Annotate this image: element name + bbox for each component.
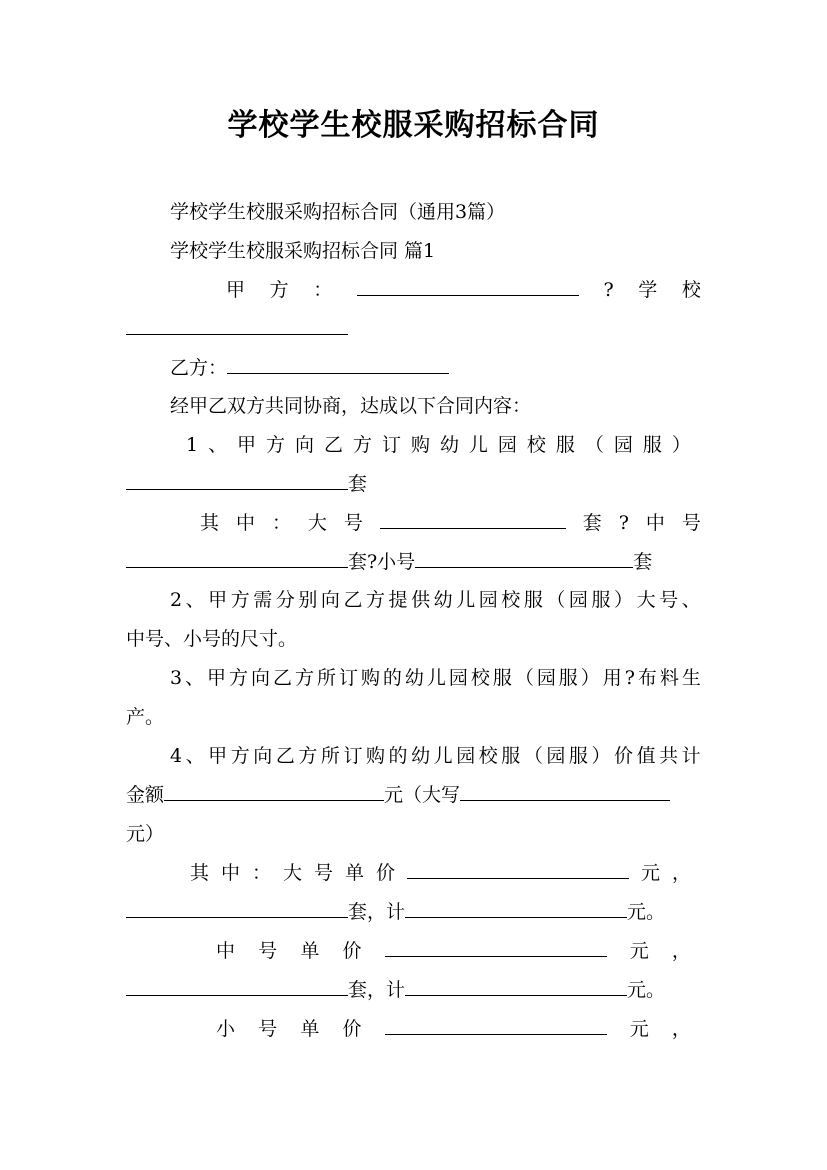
item1-char: 购 bbox=[410, 434, 430, 456]
party-a-char: ： bbox=[313, 279, 333, 301]
large-quantity-blank[interactable] bbox=[380, 506, 566, 529]
item4-char: 所 bbox=[320, 745, 340, 767]
item4-char: 值 bbox=[636, 745, 656, 767]
total-unit: 元。 bbox=[627, 979, 666, 1001]
item2-char: 服 bbox=[523, 589, 543, 611]
price-char: 单 bbox=[300, 940, 320, 962]
item1-char: 服 bbox=[555, 434, 575, 456]
price-unit: 元 bbox=[640, 862, 660, 884]
item2-char: ） bbox=[614, 589, 634, 611]
sizes-char: ? bbox=[618, 512, 629, 534]
item4-char: 向 bbox=[253, 745, 273, 767]
item3-char: 方 bbox=[229, 667, 249, 689]
medium-total-blank[interactable] bbox=[405, 973, 627, 996]
item4-char: 园 bbox=[456, 745, 476, 767]
item4-char: 服 bbox=[568, 745, 588, 767]
price-char: 价 bbox=[342, 1018, 362, 1040]
price-char: 其 bbox=[190, 862, 210, 884]
amount-label: 金额 bbox=[126, 784, 165, 806]
item3-char: 儿 bbox=[426, 667, 446, 689]
item4-char: 价 bbox=[614, 745, 634, 767]
item4-char: 甲 bbox=[208, 745, 228, 767]
price-char: 价 bbox=[342, 940, 362, 962]
item1-char: （ bbox=[584, 434, 604, 456]
item4-char: 4 bbox=[170, 745, 183, 767]
item3-char: 料 bbox=[659, 667, 679, 689]
item1-line bbox=[186, 427, 691, 463]
item1-char: 服 bbox=[642, 434, 662, 456]
part-heading: 学校学生校服采购招标合同 篇1 bbox=[170, 240, 436, 262]
item2-char: 需 bbox=[253, 589, 273, 611]
sizes-char: 号 bbox=[343, 512, 363, 534]
price-comma: ， bbox=[671, 862, 691, 884]
item1-char: 园 bbox=[613, 434, 633, 456]
item1-char: 甲 bbox=[237, 434, 257, 456]
sizes-line-2 bbox=[126, 544, 701, 580]
price-medium-line bbox=[216, 933, 691, 969]
item2-char: 提 bbox=[388, 589, 408, 611]
large-set-blank[interactable] bbox=[126, 895, 348, 918]
item3-char: 的 bbox=[382, 667, 402, 689]
item4-char: 共 bbox=[659, 745, 679, 767]
item1-char: 校 bbox=[526, 434, 546, 456]
item3-char: 服 bbox=[558, 667, 578, 689]
item2-char: 供 bbox=[411, 589, 431, 611]
intro-text: 经甲乙双方共同协商，达成以下合同内容： bbox=[170, 395, 532, 417]
item1-char: 方 bbox=[266, 434, 286, 456]
item1-quantity-blank[interactable] bbox=[126, 467, 348, 490]
item3-line-2: 产。 bbox=[126, 706, 165, 728]
item4-char: 的 bbox=[388, 745, 408, 767]
sizes-char: 中 bbox=[645, 512, 665, 534]
item4-amount-line bbox=[126, 777, 701, 813]
item4-char: （ bbox=[523, 745, 543, 767]
item2-char: 别 bbox=[298, 589, 318, 611]
item2-char: 乙 bbox=[343, 589, 363, 611]
item1-quantity-line bbox=[126, 466, 701, 502]
item4-char: 乙 bbox=[275, 745, 295, 767]
small-size-label: 套?小号 bbox=[348, 551, 416, 573]
price-large-total-line bbox=[126, 894, 701, 930]
price-comma: ， bbox=[671, 940, 691, 962]
item3-char: 3 bbox=[170, 667, 183, 689]
price-char: 中 bbox=[221, 862, 241, 884]
item2-line bbox=[170, 582, 701, 618]
item3-char: 用 bbox=[602, 667, 622, 689]
medium-price-blank[interactable] bbox=[385, 934, 607, 957]
party-a-mid: ? bbox=[603, 279, 614, 301]
item3-char: 乙 bbox=[273, 667, 293, 689]
large-price-blank[interactable] bbox=[407, 856, 629, 879]
item1-char: 、 bbox=[208, 434, 228, 456]
item1-char: 订 bbox=[381, 434, 401, 456]
price-char: 号 bbox=[258, 1018, 278, 1040]
item3-char: 园 bbox=[536, 667, 556, 689]
item3-char: 购 bbox=[360, 667, 380, 689]
item2-char: （ bbox=[546, 589, 566, 611]
party-a-line bbox=[226, 272, 701, 308]
school-blank[interactable] bbox=[126, 312, 348, 335]
item3-char: 幼 bbox=[404, 667, 424, 689]
medium-quantity-blank[interactable] bbox=[126, 545, 348, 568]
item1-unit: 套 bbox=[348, 473, 368, 495]
amount-uppercase-label: 元（大写 bbox=[384, 784, 461, 806]
subtitle: 学校学生校服采购招标合同（通用3篇） bbox=[170, 201, 506, 223]
item1-char: 乙 bbox=[324, 434, 344, 456]
item3-char: 订 bbox=[338, 667, 358, 689]
item3-char: 方 bbox=[294, 667, 314, 689]
item3-char: 向 bbox=[251, 667, 271, 689]
party-b-label: 乙方： bbox=[170, 357, 228, 379]
item3-char: 生 bbox=[681, 667, 701, 689]
item2-char: 园 bbox=[478, 589, 498, 611]
price-char: 单 bbox=[345, 862, 365, 884]
school-char: 校 bbox=[681, 279, 701, 301]
price-char: 小 bbox=[216, 1018, 236, 1040]
item4-char: 服 bbox=[501, 745, 521, 767]
set-total-label: 套，计 bbox=[348, 979, 406, 1001]
item3-char: （ bbox=[514, 667, 534, 689]
party-a-char: 方 bbox=[269, 279, 289, 301]
item2-char: 方 bbox=[366, 589, 386, 611]
item2-line-2: 中号、小号的尺寸。 bbox=[126, 628, 298, 650]
item2-char: 校 bbox=[501, 589, 521, 611]
party-a-blank[interactable] bbox=[357, 273, 579, 296]
item4-char: 方 bbox=[230, 745, 250, 767]
item3-char: 、 bbox=[185, 667, 205, 689]
price-char: 号 bbox=[314, 862, 334, 884]
party-b-blank[interactable] bbox=[227, 351, 449, 374]
sizes-char: ： bbox=[271, 512, 291, 534]
item2-char: 、 bbox=[681, 589, 701, 611]
item2-char: 儿 bbox=[456, 589, 476, 611]
item3-char: 服 bbox=[492, 667, 512, 689]
item4-char: 园 bbox=[546, 745, 566, 767]
price-char: ： bbox=[252, 862, 272, 884]
item2-char: 园 bbox=[568, 589, 588, 611]
small-price-blank[interactable] bbox=[385, 1012, 607, 1035]
sizes-char: 其 bbox=[200, 512, 220, 534]
item2-char: 向 bbox=[320, 589, 340, 611]
item2-char: 2 bbox=[170, 589, 183, 611]
price-char: 中 bbox=[216, 940, 236, 962]
price-unit: 元 bbox=[629, 1018, 649, 1040]
sizes-char: 大 bbox=[307, 512, 327, 534]
item1-char: 方 bbox=[352, 434, 372, 456]
party-a-char: 甲 bbox=[226, 279, 246, 301]
large-total-blank[interactable] bbox=[405, 895, 627, 918]
sizes-line bbox=[200, 505, 701, 541]
amount-blank[interactable] bbox=[164, 778, 384, 801]
price-unit: 元 bbox=[629, 940, 649, 962]
document-title: 学校学生校服采购招标合同 bbox=[227, 108, 600, 143]
item1-char: 向 bbox=[295, 434, 315, 456]
item1-char: 园 bbox=[497, 434, 517, 456]
small-unit: 套 bbox=[633, 551, 653, 573]
school-char: 学 bbox=[638, 279, 658, 301]
item4-char: ） bbox=[591, 745, 611, 767]
sizes-char: 套 bbox=[582, 512, 602, 534]
item3-char: 布 bbox=[637, 667, 657, 689]
price-char: 号 bbox=[258, 940, 278, 962]
item2-char: 甲 bbox=[208, 589, 228, 611]
school-line bbox=[126, 311, 701, 347]
item2-char: 幼 bbox=[433, 589, 453, 611]
item4-line bbox=[170, 738, 701, 774]
item4-char: 校 bbox=[478, 745, 498, 767]
item1-char: 幼 bbox=[439, 434, 459, 456]
item2-char: 号 bbox=[659, 589, 679, 611]
item3-line bbox=[170, 660, 701, 696]
amount-uppercase-blank[interactable] bbox=[460, 778, 670, 801]
item4-char: 幼 bbox=[411, 745, 431, 767]
item4-line-3: 元） bbox=[126, 823, 165, 845]
item1-char: 儿 bbox=[468, 434, 488, 456]
item1-char: ） bbox=[671, 434, 691, 456]
price-small-line bbox=[216, 1011, 691, 1047]
item2-char: 方 bbox=[230, 589, 250, 611]
item4-char: 订 bbox=[343, 745, 363, 767]
price-char: 价 bbox=[376, 862, 396, 884]
item3-char: ） bbox=[580, 667, 600, 689]
price-char: 大 bbox=[283, 862, 303, 884]
price-comma: ， bbox=[671, 1018, 691, 1040]
party-b-line bbox=[126, 350, 745, 386]
item1-char: 1 bbox=[186, 434, 199, 456]
item3-char: 所 bbox=[316, 667, 336, 689]
price-medium-total-line bbox=[126, 972, 701, 1008]
small-quantity-blank[interactable] bbox=[415, 545, 633, 568]
item2-char: 分 bbox=[275, 589, 295, 611]
total-unit: 元。 bbox=[627, 901, 666, 923]
sizes-char: 号 bbox=[681, 512, 701, 534]
item4-char: 购 bbox=[366, 745, 386, 767]
item2-char: 、 bbox=[185, 589, 205, 611]
item2-char: 服 bbox=[591, 589, 611, 611]
set-total-label: 套，计 bbox=[348, 901, 406, 923]
item3-char: 甲 bbox=[207, 667, 227, 689]
item4-char: 计 bbox=[681, 745, 701, 767]
price-char: 单 bbox=[300, 1018, 320, 1040]
item4-char: 儿 bbox=[433, 745, 453, 767]
item3-char: 园 bbox=[448, 667, 468, 689]
item3-char: ? bbox=[624, 667, 635, 689]
price-large-line bbox=[190, 855, 691, 891]
sizes-char: 中 bbox=[235, 512, 255, 534]
item3-char: 校 bbox=[470, 667, 490, 689]
item4-char: 、 bbox=[185, 745, 205, 767]
item4-char: 方 bbox=[298, 745, 318, 767]
medium-set-blank[interactable] bbox=[126, 973, 348, 996]
item2-char: 大 bbox=[636, 589, 656, 611]
